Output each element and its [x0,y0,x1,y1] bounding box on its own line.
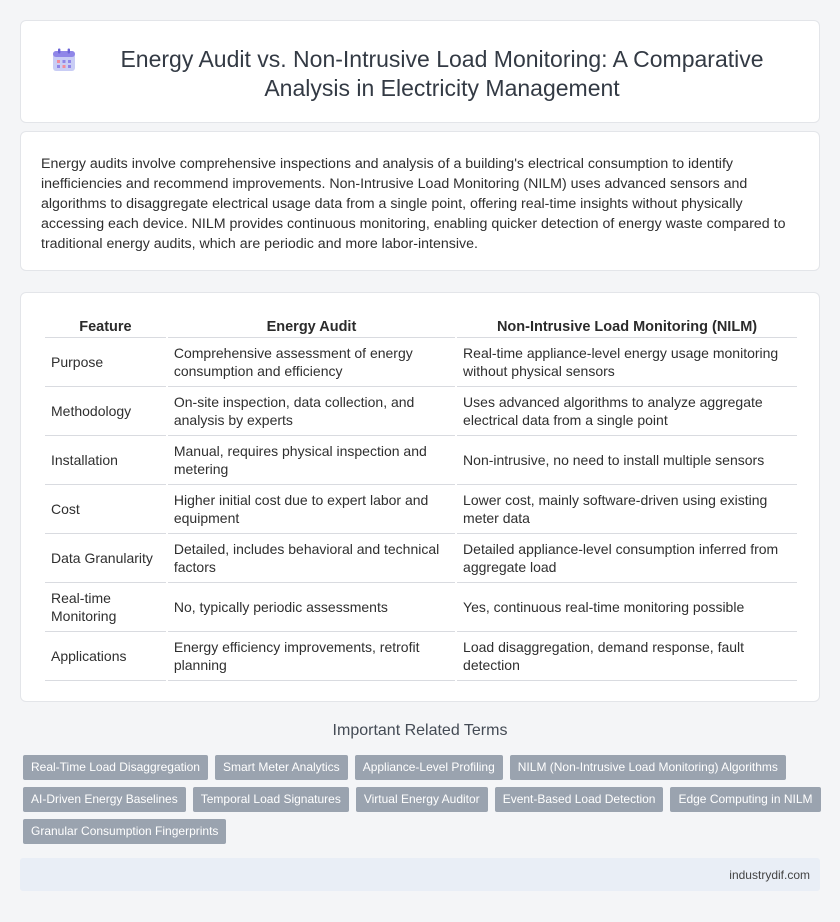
footer-site[interactable]: industrydif.com [729,868,810,882]
row-energy-audit: On-site inspection, data collection, and analysis by experts [168,387,455,436]
table-row [45,338,797,387]
table-row [45,583,797,632]
header-energy-audit: Energy Audit [168,315,455,338]
table-header-row [45,315,797,338]
row-nilm: Lower cost, mainly software-driven using existing meter data [457,485,797,534]
title-card [20,20,820,123]
header-nilm: Non-Intrusive Load Monitoring (NILM) [457,315,797,338]
title-wrap [21,21,819,103]
row-energy-audit: Higher initial cost due to expert labor and equipment [168,485,455,534]
comparison-table [43,315,799,681]
row-energy-audit: Energy efficiency improvements, retrofit planning [168,632,455,681]
row-nilm: Load disaggregation, demand response, fault detection [457,632,797,681]
row-nilm: Yes, continuous real-time monitoring possible [457,583,797,632]
footer [20,858,820,891]
row-feature: Installation [45,436,166,485]
intro-card [20,131,820,271]
related-terms-list [23,755,823,844]
calendar-icon [51,47,77,73]
row-nilm: Non-intrusive, no need to install multiple sensors [457,436,797,485]
row-energy-audit: Detailed, includes behavioral and technical factors [168,534,455,583]
term-tag[interactable]: Event-Based Load Detection [495,787,664,812]
row-energy-audit: No, typically periodic assessments [168,583,455,632]
row-nilm: Real-time appliance-level energy usage monitoring without physical sensors [457,338,797,387]
term-tag[interactable]: Virtual Energy Auditor [356,787,488,812]
comparison-card [20,292,820,702]
term-tag[interactable]: Granular Consumption Fingerprints [23,819,226,844]
term-tag[interactable]: AI-Driven Energy Baselines [23,787,186,812]
row-feature: Methodology [45,387,166,436]
row-feature: Real-time Monitoring [45,583,166,632]
term-tag[interactable]: Smart Meter Analytics [215,755,348,780]
row-feature: Purpose [45,338,166,387]
row-feature: Cost [45,485,166,534]
term-tag[interactable]: Real-Time Load Disaggregation [23,755,208,780]
header-feature: Feature [45,315,166,338]
table-row [45,632,797,681]
row-energy-audit: Manual, requires physical inspection and metering [168,436,455,485]
table-row [45,436,797,485]
term-tag[interactable]: NILM (Non-Intrusive Load Monitoring) Algorithms [510,755,786,780]
table-row [45,387,797,436]
row-nilm: Uses advanced algorithms to analyze aggregate electrical data from a single point [457,387,797,436]
table-row [45,485,797,534]
term-tag[interactable]: Appliance-Level Profiling [355,755,503,780]
related-terms-heading: Important Related Terms [332,722,508,739]
term-tag[interactable]: Edge Computing in NILM [670,787,820,812]
intro-paragraph: Energy audits involve comprehensive inspections and analysis of a building's electrical consumption to identify inefficiencies and recommend improvements. Non-Intrusive Load Monitoring (NILM) uses advanced sensors and algorithms to disaggregate electrical usage data from a single point, offering real-time insights without physically accessing each device. NILM provides continuous monitoring, enabling quicker detection of energy waste compared to traditional energy audits, which are periodic and more labor-intensive. [41,156,786,252]
row-energy-audit: Comprehensive assessment of energy consumption and efficiency [168,338,455,387]
page-title: Energy Audit vs. Non-Intrusive Load Monitoring: A Comparative Analysis in Electricity Management [120,46,764,101]
row-feature: Data Granularity [45,534,166,583]
table-row [45,534,797,583]
term-tag[interactable]: Temporal Load Signatures [193,787,349,812]
row-feature: Applications [45,632,166,681]
row-nilm: Detailed appliance-level consumption inferred from aggregate load [457,534,797,583]
